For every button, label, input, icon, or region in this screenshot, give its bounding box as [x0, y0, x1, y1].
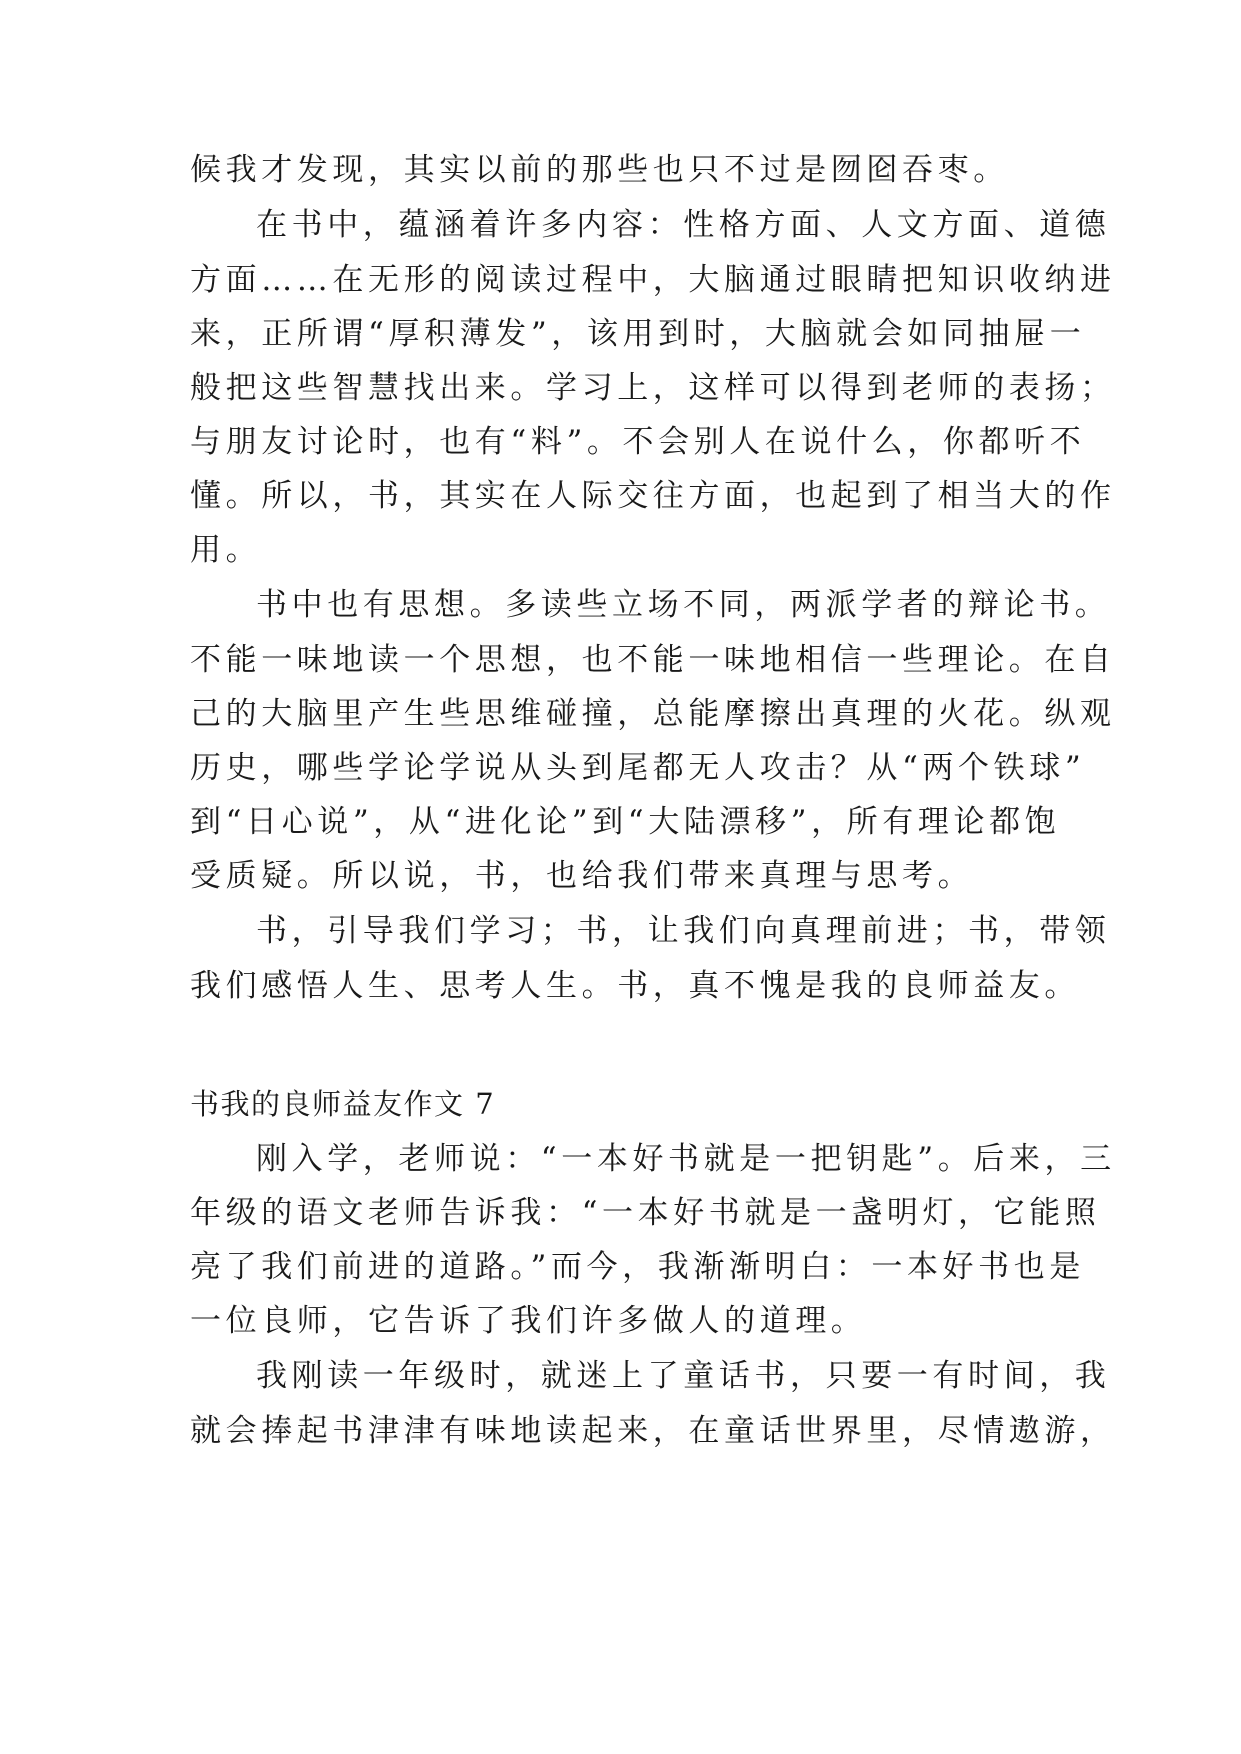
paragraph-line: 方面……在无形的阅读过程中，大脑通过眼睛把知识收纳进	[190, 262, 1116, 298]
paragraph-line: 书，引导我们学习；书，让我们向真理前进；书，带领	[256, 913, 1111, 949]
paragraph-line: 到“日心说”，从“进化论”到“大陆漂移”，所有理论都饱	[190, 804, 1061, 840]
paragraph-line: 己的大脑里产生些思维碰撞，总能摩擦出真理的火花。纵观	[190, 696, 1116, 732]
paragraph-line: 一位良师，它告诉了我们许多做人的道理。	[190, 1303, 867, 1339]
paragraph-line: 受质疑。所以说，书，也给我们带来真理与思考。	[190, 858, 974, 894]
paragraph-line: 书中也有思想。多读些立场不同，两派学者的辩论书。	[256, 587, 1111, 623]
section-heading: 书我的良师益友作文 7	[190, 1087, 496, 1121]
paragraph-line: 懂。所以，书，其实在人际交往方面，也起到了相当大的作	[190, 478, 1116, 514]
paragraph-line: 亮了我们前进的道路。”而今，我渐渐明白：一本好书也是	[190, 1249, 1085, 1285]
paragraph-line: 不能一味地读一个思想，也不能一味地相信一些理论。在自	[190, 642, 1116, 678]
paragraph-line: 就会捧起书津津有味地读起来，在童话世界里，尽情遨游，	[190, 1413, 1116, 1449]
paragraph-line: 来，正所谓“厚积薄发”，该用到时，大脑就会如同抽屉一	[190, 316, 1086, 352]
paragraph-line: 我刚读一年级时，就迷上了童话书，只要一有时间，我	[256, 1358, 1111, 1394]
paragraph-line: 刚入学，老师说：“一本好书就是一把钥匙”。后来，三	[256, 1141, 1116, 1177]
paragraph-line: 年级的语文老师告诉我：“一本好书就是一盏明灯，它能照	[190, 1195, 1101, 1231]
paragraph-line: 在书中，蕴涵着许多内容：性格方面、人文方面、道德	[256, 207, 1111, 243]
paragraph-line: 用。	[190, 532, 262, 568]
paragraph-line: 候我才发现，其实以前的那些也只不过是囫囵吞枣。	[190, 152, 1009, 188]
paragraph-line: 与朋友讨论时，也有“料”。不会别人在说什么，你都听不	[190, 424, 1086, 460]
paragraph-line: 般把这些智慧找出来。学习上，这样可以得到老师的表扬；	[190, 370, 1116, 406]
paragraph-line: 历史，哪些学论学说从头到尾都无人攻击？从“两个铁球”	[190, 750, 1086, 786]
paragraph-line: 我们感悟人生、思考人生。书，真不愧是我的良师益友。	[190, 968, 1080, 1004]
